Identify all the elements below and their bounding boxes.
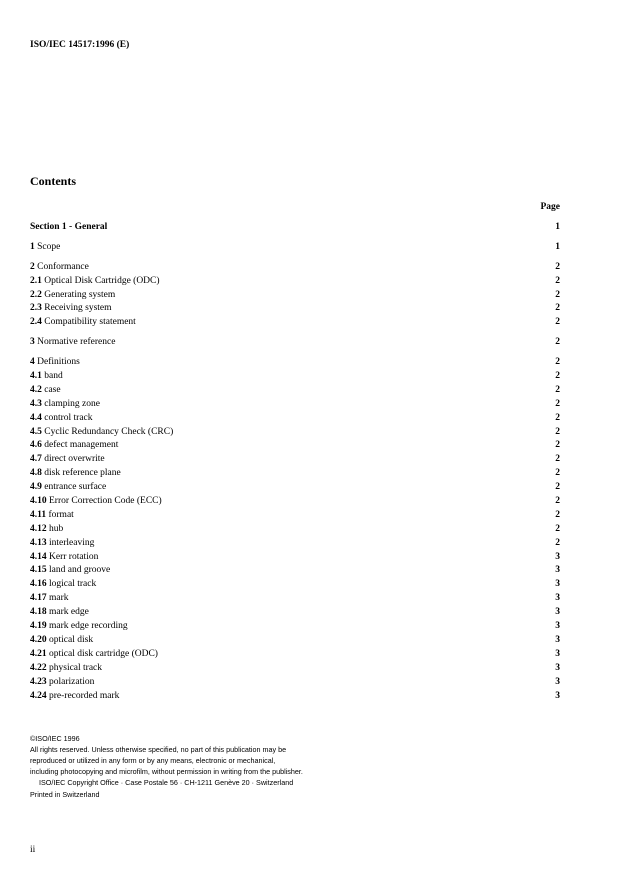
toc-entry[interactable] (30, 453, 560, 467)
toc-entry[interactable] (30, 275, 560, 289)
toc-entry-title (30, 302, 112, 316)
toc-entry[interactable] (30, 316, 560, 330)
toc-entry-number: 2.4 (30, 317, 42, 328)
toc-entry-title (30, 336, 115, 350)
toc-entry-number: 4.1 (30, 371, 42, 382)
toc-entry-page: 2 (555, 357, 560, 368)
toc-entry-page: 2 (555, 454, 560, 465)
toc-entry-page: 2 (555, 303, 560, 314)
toc-entry-page: 2 (555, 537, 560, 548)
toc-entry-page: 3 (555, 621, 560, 632)
toc-entry-page: 2 (555, 468, 560, 479)
toc-entry-title (30, 261, 89, 275)
toc-entry-page: 2 (555, 496, 560, 507)
toc-entry-page: 2 (555, 440, 560, 451)
toc-entry-page: 3 (555, 662, 560, 673)
toc-entry-title (30, 275, 160, 289)
toc-entry-text: Compatibility statement (44, 317, 136, 328)
toc-entry-page: 1 (555, 222, 560, 232)
toc-entry-title (30, 537, 94, 551)
toc-entry-title (30, 398, 100, 412)
toc-entry-text: polarization (49, 676, 95, 687)
printed-in: Printed in Switzerland (30, 790, 100, 799)
toc-entry-page: 3 (555, 690, 560, 701)
toc-entry-title (30, 481, 106, 495)
toc-group (30, 356, 560, 703)
toc-entry-number: 4.23 (30, 676, 47, 687)
toc-entry-text: Cyclic Redundancy Check (CRC) (44, 426, 174, 437)
toc-entry-text: hub (49, 523, 64, 534)
toc-entry-text: Conformance (37, 261, 89, 272)
toc-entry[interactable] (30, 356, 560, 370)
toc-entry-page: 3 (555, 551, 560, 562)
toc-entry-title (30, 384, 61, 398)
copyright-notice (30, 733, 303, 800)
copyright-office-address: ISO/IEC Copyright Office · Case Postale 56 · CH-1211 Genève 20 · Switzerland (39, 778, 294, 787)
toc-entry-number: 4.6 (30, 440, 42, 451)
toc-entry-page: 2 (555, 371, 560, 382)
toc-entry-number: 4.3 (30, 398, 42, 409)
toc-entry-title (30, 578, 96, 592)
toc-entry[interactable] (30, 336, 560, 350)
toc-entry-page: 2 (555, 482, 560, 493)
toc-entry-text: clamping zone (44, 398, 100, 409)
toc-entry-title (30, 634, 93, 648)
toc-entry-number: 4.4 (30, 412, 42, 423)
toc-entry-number: 2.1 (30, 275, 42, 286)
toc-entry-title (30, 370, 63, 384)
toc-entry-text: case (44, 384, 61, 395)
copyright-line: All rights reserved. Unless otherwise specified, no part of this publication may be (30, 745, 287, 754)
toc-entry-title (30, 453, 105, 467)
toc-entry-text: Definitions (37, 357, 80, 368)
toc-entry-text: Normative reference (37, 337, 116, 348)
toc-entry-text: optical disk (49, 634, 94, 645)
toc-entry-text: defect management (44, 440, 119, 451)
page-column-heading: Page (540, 202, 560, 212)
toc-entry[interactable] (30, 662, 560, 676)
toc-entry[interactable] (30, 426, 560, 440)
toc-entry[interactable] (30, 495, 560, 509)
toc-entry-title (30, 662, 102, 676)
toc-entry[interactable] (30, 537, 560, 551)
toc-entry-title (30, 439, 118, 453)
toc-entry[interactable] (30, 481, 560, 495)
toc-entry-number: 2.3 (30, 303, 42, 314)
toc-entry-number: 4.7 (30, 454, 42, 465)
toc-entry-number: 4 (30, 357, 35, 368)
table-of-contents (30, 221, 560, 709)
toc-entry-title (30, 356, 80, 370)
toc-entry[interactable] (30, 648, 560, 662)
toc-entry[interactable] (30, 606, 560, 620)
toc-entry-page: 2 (555, 426, 560, 437)
standard-identifier: ISO/IEC 14517:1996 (E) (30, 40, 130, 50)
toc-entry-text: mark edge recording (49, 621, 128, 632)
toc-entry-page: 2 (555, 337, 560, 348)
toc-entry-title (30, 551, 98, 565)
toc-entry-text: mark edge (49, 607, 89, 618)
toc-entry-number: 4.5 (30, 426, 42, 437)
toc-entry-page: 3 (555, 676, 560, 687)
toc-entry-page: 2 (555, 275, 560, 286)
toc-entry-title (30, 467, 121, 481)
toc-entry-text: physical track (49, 662, 103, 673)
toc-entry-page: 2 (555, 289, 560, 300)
toc-entry-title (30, 564, 110, 578)
toc-entry[interactable] (30, 398, 560, 412)
toc-entry-title (30, 523, 63, 537)
toc-entry-number: 4.22 (30, 662, 47, 673)
toc-entry-title (30, 241, 60, 255)
toc-entry-page: 2 (555, 398, 560, 409)
toc-entry-page: 2 (555, 523, 560, 534)
toc-entry-text: Optical Disk Cartridge (ODC) (44, 275, 160, 286)
toc-entry-text: interleaving (49, 537, 95, 548)
toc-entry-number: 1 (30, 241, 35, 252)
toc-entry-number: 4.10 (30, 496, 47, 507)
toc-entry[interactable] (30, 302, 560, 316)
toc-entry[interactable] (30, 384, 560, 398)
toc-entry-text: Generating system (44, 289, 116, 300)
toc-entry-title (30, 289, 115, 303)
toc-entry[interactable] (30, 564, 560, 578)
toc-entry-number: 4.18 (30, 607, 47, 618)
toc-entry-number: 2 (30, 261, 35, 272)
toc-entry-page: 3 (555, 648, 560, 659)
toc-entry-text: Scope (37, 241, 61, 252)
toc-entry-title (30, 620, 128, 634)
toc-entry[interactable] (30, 370, 560, 384)
toc-entry-number: 4.14 (30, 551, 47, 562)
toc-entry-page: 2 (555, 384, 560, 395)
toc-entry-title (30, 509, 74, 523)
toc-entry-page: 3 (555, 593, 560, 604)
toc-entry-page: 3 (555, 565, 560, 576)
toc-entry-page: 1 (555, 241, 560, 252)
toc-entry[interactable] (30, 620, 560, 634)
toc-entry-number: 4.12 (30, 523, 47, 534)
toc-entry[interactable] (30, 551, 560, 565)
toc-entry-text: land and groove (49, 565, 111, 576)
toc-entry-text: pre-recorded mark (49, 690, 120, 701)
toc-entry[interactable] (30, 439, 560, 453)
toc-entry-number: 4.2 (30, 384, 42, 395)
toc-entry-number: 4.8 (30, 468, 42, 479)
toc-group (30, 261, 560, 330)
toc-entry-number: 4.20 (30, 634, 47, 645)
copyright-line: reproduced or utilized in any form or by any means, electronic or mechanical, (30, 756, 276, 765)
toc-entry[interactable] (30, 523, 560, 537)
toc-entry-number: 4.24 (30, 690, 47, 701)
toc-entry-page: 2 (555, 412, 560, 423)
toc-entry[interactable] (30, 289, 560, 303)
toc-entry-number: 4.9 (30, 482, 42, 493)
toc-entry-title (30, 592, 69, 606)
toc-entry-number: 4.13 (30, 537, 47, 548)
toc-entry[interactable] (30, 412, 560, 426)
toc-entry[interactable] (30, 241, 560, 255)
toc-entry-text: Receiving system (44, 303, 112, 314)
toc-entry-title (30, 676, 94, 690)
toc-entry-page: 3 (555, 579, 560, 590)
toc-entry[interactable] (30, 509, 560, 523)
toc-entry-page: 3 (555, 634, 560, 645)
toc-entry-text: optical disk cartridge (ODC) (49, 648, 158, 659)
toc-entry[interactable] (30, 261, 560, 275)
toc-entry[interactable] (30, 634, 560, 648)
contents-title: Contents (30, 174, 77, 188)
toc-entry-page: 2 (555, 317, 560, 328)
toc-entry-number: 4.17 (30, 593, 47, 604)
toc-entry-text: Error Correction Code (ECC) (49, 496, 162, 507)
toc-entry-text: format (48, 509, 74, 520)
toc-entry-number: 4.15 (30, 565, 47, 576)
toc-entry-number: 4.16 (30, 579, 47, 590)
toc-group (30, 221, 560, 235)
toc-entry-text: control track (44, 412, 93, 423)
toc-entry-number: 4.19 (30, 621, 47, 632)
toc-entry-title (30, 495, 162, 509)
toc-entry-title (30, 412, 93, 426)
toc-entry-page: 2 (555, 509, 560, 520)
toc-entry-page: 3 (555, 607, 560, 618)
toc-entry-text: Kerr rotation (49, 551, 99, 562)
toc-entry-text: logical track (49, 579, 97, 590)
toc-entry-number: 4.21 (30, 648, 47, 659)
page-number: ii (30, 845, 36, 855)
copyright-line: including photocopying and microfilm, without permission in writing from the publisher. (30, 767, 303, 776)
copyright-line: ©ISO/IEC 1996 (30, 734, 80, 743)
toc-entry-text: entrance surface (44, 482, 107, 493)
toc-entry-number: 3 (30, 337, 35, 348)
toc-entry-title (30, 426, 173, 440)
toc-entry[interactable] (30, 676, 560, 690)
toc-entry-text: direct overwrite (44, 454, 105, 465)
toc-group (30, 336, 560, 350)
toc-entry[interactable] (30, 221, 560, 235)
toc-entry-title (30, 316, 136, 330)
toc-entry-number: 4.11 (30, 509, 47, 520)
toc-entry-text: band (44, 371, 63, 382)
toc-entry[interactable] (30, 578, 560, 592)
toc-entry-number: 2.2 (30, 289, 42, 300)
toc-entry-text: Section 1 - General (30, 222, 108, 232)
toc-group (30, 241, 560, 255)
toc-entry-title (30, 221, 107, 235)
toc-entry[interactable] (30, 467, 560, 481)
toc-entry-title (30, 690, 119, 704)
toc-entry-title (30, 648, 158, 662)
toc-entry[interactable] (30, 592, 560, 606)
toc-entry[interactable] (30, 690, 560, 704)
toc-entry-title (30, 606, 89, 620)
toc-entry-page: 2 (555, 261, 560, 272)
toc-entry-text: mark (49, 593, 69, 604)
toc-entry-text: disk reference plane (44, 468, 121, 479)
